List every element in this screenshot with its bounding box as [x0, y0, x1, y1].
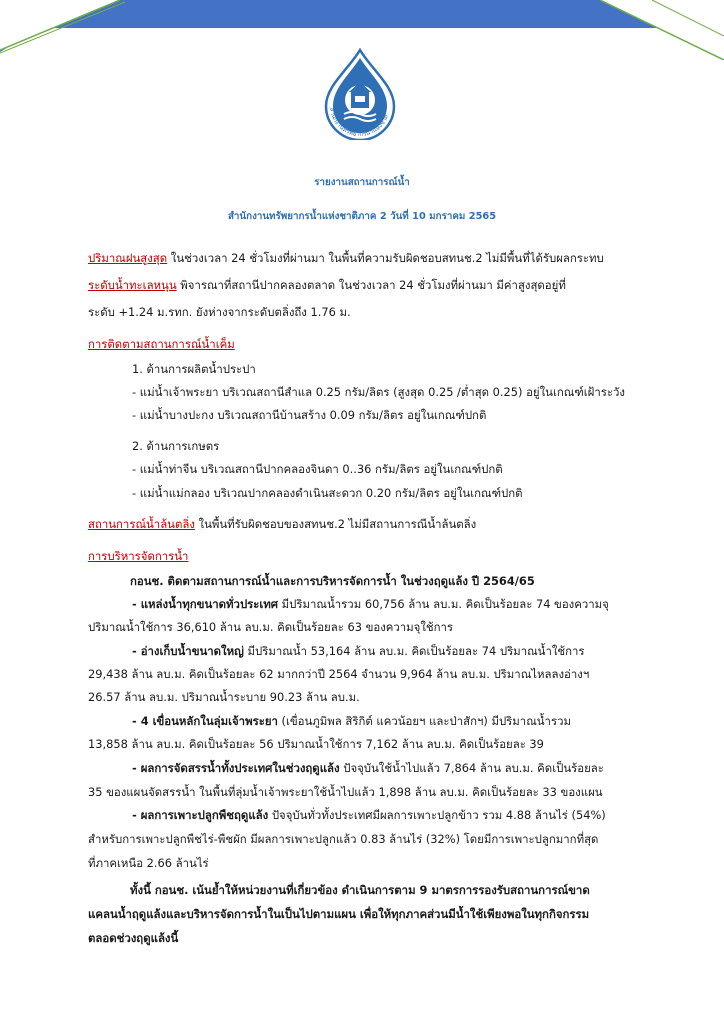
p4-text: ปัจจุบันใช้น้ำไปแล้ว 7,864 ล้าน ลบ.ม. คิดเป็นร้อยละ: [339, 761, 604, 775]
p1-heading: - แหล่งน้ำทุกขนาดทั่วประเทศ: [132, 597, 279, 611]
p5-continuation-1: สำหรับการเพาะปลูกพืชไร่-พืชผัก มีผลการเพาะปลูกแล้ว 0.83 ล้านไร่ (32%) โดยมีการเพาะปลูกมากที่สุด: [88, 832, 599, 846]
p3-heading: - 4 เขื่อนหลักในลุ่มเจ้าพระยา: [132, 714, 278, 728]
report-subtitle: สำนักงานทรัพยากรน้ำแห่งชาติภาค 2 วันที่ 10 มกราคม 2565: [227, 211, 497, 222]
logo-caption: สำนักงานทรัพยากรน้ำแห่งชาติ: [327, 107, 391, 139]
rain-paragraph: [88, 250, 604, 266]
p2-continuation-1: 29,438 ล้าน ลบ.ม. คิดเป็นร้อยละ 62 มากกว่าปี 2564 จำนวน 9,964 ล้าน ลบ.ม. ปริมาณไหลลงอ่างฯ: [88, 667, 590, 681]
management-p1: [132, 596, 609, 612]
tide-paragraph: [88, 277, 566, 293]
closing-line-1: ทั้งนี้ กอนช. เน้นย้ำให้หน่วยงานที่เกี่ยวข้อง ดำเนินการตาม 9 มาตรการรองรับสถานการณ์ขาด: [130, 883, 590, 897]
management-p2: [132, 643, 585, 659]
salinity-item-1b: - แม่น้ำบางปะกง บริเวณสถานีบ้านสร้าง 0.09 กรัม/ลิตร อยู่ในเกณฑ์ปกติ: [132, 408, 487, 422]
tide-text-2: ระดับ +1.24 ม.รทก. ยังห่างจากระดับตลิ่งถึง 1.76 ม.: [88, 305, 351, 319]
report-title: รายงานสถานการณ์น้ำ: [314, 177, 410, 188]
p5-heading: - ผลการเพาะปลูกพืชฤดูแล้ง: [132, 808, 269, 822]
management-lead: กอนช. ติดตามสถานการณ์น้ำและการบริหารจัดการน้ำ ในช่วงฤดูแล้ง ปี 2564/65: [130, 574, 535, 588]
salinity-sub-2: 2. ด้านการเกษตร: [132, 439, 220, 453]
p1-text: มีปริมาณน้ำรวม 60,756 ล้าน ลบ.ม. คิดเป็นร้อยละ 74 ของความจุ: [278, 597, 609, 611]
closing-line-2: แคลนน้ำฤดูแล้งและบริหารจัดการน้ำในเป็นไปตามแผน เพื่อให้ทุกภาคส่วนมีน้ำใช้เพียงพอในทุกกิจกรรม: [88, 907, 590, 921]
p1-continuation: ปริมาณน้ำใช้การ 36,610 ล้าน ลบ.ม. คิดเป็นร้อยละ 63 ของความจุใช้การ: [88, 620, 454, 634]
agency-logo-icon: [320, 48, 400, 140]
p2-continuation-2: 26.57 ล้าน ลบ.ม. ปริมาณน้ำระบาย 90.23 ล้าน ลบ.ม.: [88, 690, 360, 704]
salinity-item-2a: - แม่น้ำท่าจีน บริเวณสถานีปากคลองจินดา 0..36 กรัม/ลิตร อยู่ในเกณฑ์ปกติ: [132, 462, 503, 476]
management-heading: การบริหารจัดการน้ำ: [88, 549, 189, 563]
p2-text: มีปริมาณน้ำ 53,164 ล้าน ลบ.ม. คิดเป็นร้อยละ 74 ปริมาณน้ำใช้การ: [243, 644, 585, 658]
p4-continuation: 35 ของแผนจัดสรรน้ำ ในพื้นที่ลุ่มน้ำเจ้าพระยาใช้น้ำไปแล้ว 1,898 ล้าน ลบ.ม. คิดเป็นร้อยละ 33 ของแผน: [88, 785, 603, 799]
p3-text: (เขื่อนภูมิพล สิริกิต์ แควน้อยฯ และป่าสักฯ) มีปริมาณน้ำรวม: [277, 714, 571, 728]
p5-continuation-2: ที่ภาคเหนือ 2.66 ล้านไร่: [88, 856, 209, 870]
management-p3: [132, 713, 571, 729]
salinity-sub-1: 1. ด้านการผลิตน้ำประปา: [132, 362, 256, 376]
p4-heading: - ผลการจัดสรรน้ำทั้งประเทศในช่วงฤดูแล้ง: [132, 761, 340, 775]
overflow-paragraph: [88, 516, 476, 532]
overflow-text: ในพื้นที่รับผิดชอบของสทนช.2 ไม่มีสถานการณีน้ำล้นตลิ่ง: [194, 517, 477, 531]
p2-heading: - อ่างเก็บน้ำขนาดใหญ่: [132, 644, 244, 658]
tide-text-1: พิจารณาที่สถานีปากคลองตลาด ในช่วงเวลา 24 ชั่วโมงที่ผ่านมา มีค่าสูงสุดอยู่ที่: [176, 278, 566, 292]
rain-text: ในช่วงเวลา 24 ชั่วโมงที่ผ่านมา ในพื้นที่ความรับผิดชอบสทนช.2 ไม่มีพื้นที่ได้รับผลกระทบ: [167, 251, 604, 265]
p3-continuation: 13,858 ล้าน ลบ.ม. คิดเป็นร้อยละ 56 ปริมาณน้ำใช้การ 7,162 ล้าน ลบ.ม. คิดเป็นร้อยละ 39: [88, 737, 544, 751]
salinity-item-2b: - แม่น้ำแม่กลอง บริเวณปากคลองดำเนินสะดวก 0.20 กรัม/ลิตร อยู่ในเกณฑ์ปกติ: [132, 486, 523, 500]
management-p5: [132, 807, 606, 823]
salinity-heading: การติดตามสถานการณ์น้ำเค็ม: [88, 337, 235, 351]
closing-line-3: ตลอดช่วงฤดูแล้งนี้: [88, 931, 179, 945]
tide-heading: ระดับน้ำทะเลหนุน: [88, 278, 177, 292]
management-p4: [132, 760, 604, 776]
salinity-item-1a: - แม่น้ำเจ้าพระยา บริเวณสถานีสำแล 0.25 กรัม/ลิตร (สูงสุด 0.25 /ต่ำสุด 0.25) อยู่ในเกณฑ์เฝ้าระวัง: [132, 385, 625, 399]
rain-heading: ปริมาณฝนสูงสุด: [88, 251, 168, 265]
p5-text: ปัจจุบันทั่วทั้งประเทศมีผลการเพาะปลูกข้าว รวม 4.88 ล้านไร่ (54%): [268, 808, 606, 822]
overflow-heading: สถานการณ์น้ำล้นตลิ่ง: [88, 517, 195, 531]
